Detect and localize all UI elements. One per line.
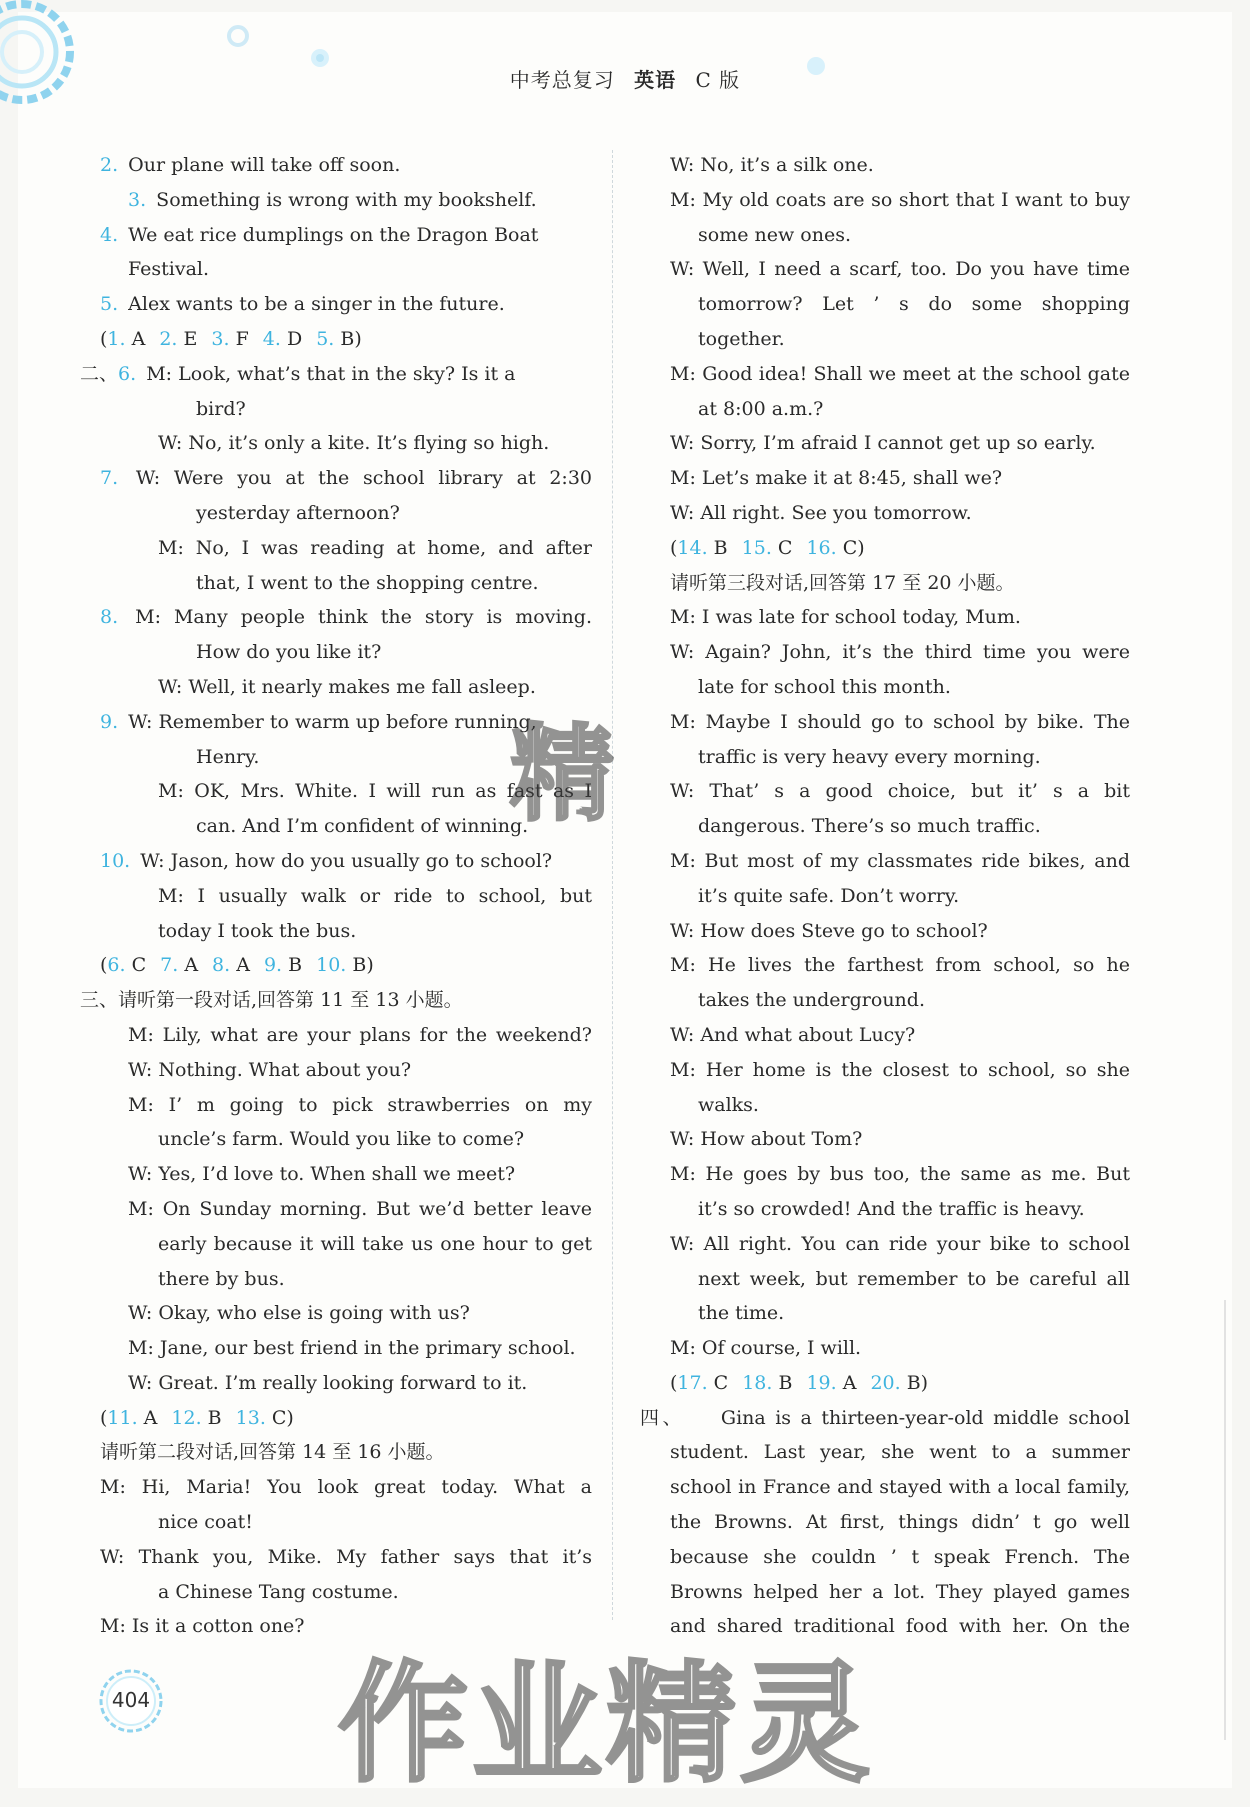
- answer-letter: B): [900, 1371, 929, 1394]
- text-line: [100, 1053, 592, 1088]
- text-line: [100, 252, 592, 287]
- line-text: student. Last year, she went to a summer: [670, 1441, 1130, 1464]
- answer-item: [806, 1372, 856, 1394]
- answer-letter: F: [229, 327, 249, 350]
- text-line: [100, 1505, 592, 1540]
- answer-item: (14. B: [670, 536, 728, 559]
- text-line: [670, 496, 1130, 531]
- line-text: M: I was late for school today, Mum.: [670, 606, 1021, 629]
- line-text: can. And I’m confident of winning.: [196, 815, 529, 838]
- page-number-badge: [94, 1664, 168, 1738]
- line-text: M: Maybe I should go to school by bike. The: [670, 710, 1130, 733]
- text-line: [100, 1157, 592, 1192]
- text-line: [100, 1470, 592, 1505]
- line-text: uncle’s farm. Would you like to come?: [158, 1128, 525, 1151]
- text-line: [100, 914, 592, 949]
- corner-decoration: [0, 0, 130, 110]
- text-line: [670, 322, 1130, 357]
- line-text: 请听第三段对话,回答第 17 至 20 小题。: [670, 571, 1015, 594]
- answer-item: (1. A: [100, 327, 146, 350]
- text-line: [100, 461, 592, 496]
- line-text: M: Lily, what are your plans for the weekend?: [128, 1023, 592, 1046]
- question-number: 3.: [211, 327, 230, 350]
- line-text: M: Look, what’s that in the sky? Is it a: [146, 362, 516, 385]
- line-text: Something is wrong with my bookshelf.: [156, 188, 537, 211]
- text-line: [100, 635, 592, 670]
- line-text: takes the underground.: [698, 989, 925, 1012]
- answer-item: [742, 537, 793, 559]
- page-number: 404: [111, 1688, 151, 1712]
- line-text: W: That’ s a good choice, but it’ s a bit: [670, 780, 1130, 803]
- text-line: [670, 635, 1130, 670]
- answer-item: (17. C: [670, 1371, 729, 1394]
- text-line: [100, 218, 592, 253]
- line-text: W: Jason, how do you usually go to school?: [140, 849, 553, 872]
- text-line: [670, 1540, 1130, 1575]
- line-text: at 8:00 a.m.?: [698, 397, 824, 420]
- text-line: [670, 1227, 1130, 1262]
- text-line: [670, 1331, 1130, 1366]
- answer-letter: A: [137, 1406, 158, 1429]
- line-text: M: Is it a cotton one?: [100, 1615, 305, 1638]
- book-title: 中考总复习: [509, 68, 615, 92]
- answer-item: [870, 1372, 928, 1394]
- answer-item: [212, 954, 250, 976]
- line-text: M: He goes by bus too, the same as me. But: [670, 1163, 1130, 1186]
- text-line: [100, 1575, 592, 1610]
- watermark-bottom: 作业精灵: [338, 1648, 875, 1800]
- question-number: 1.: [107, 327, 126, 350]
- line-text: W: No, it’s only a kite. It’s flying so high.: [158, 432, 550, 455]
- text-line: [670, 740, 1130, 775]
- line-text: the time.: [698, 1302, 785, 1325]
- right-column: [640, 148, 1130, 1644]
- text-line: [100, 1331, 592, 1366]
- line-text: M: Good idea! Shall we meet at the school gate: [670, 362, 1130, 385]
- answer-letter: C): [265, 1406, 294, 1429]
- text-line: [100, 948, 592, 983]
- text-line: [100, 879, 592, 914]
- line-text: W: Well, I need a scarf, too. Do you have time: [670, 258, 1130, 281]
- line-text: 请听第一段对话,回答第 11 至 13 小题。: [118, 989, 463, 1012]
- section-marker: 四、: [640, 1406, 685, 1429]
- answer-item: [316, 328, 362, 350]
- line-text: M: I usually walk or ride to school, but: [158, 884, 592, 907]
- line-text: W: Were you at the school library at 2:30: [135, 467, 593, 490]
- question-number: 5.: [316, 327, 335, 350]
- question-number: 6.: [118, 362, 143, 385]
- text-line: [100, 1122, 592, 1157]
- text-line: [670, 1122, 1130, 1157]
- text-line: [100, 496, 592, 531]
- line-text: W: Thank you, Mike. My father says that it’s: [100, 1545, 592, 1568]
- answer-letter: B: [201, 1406, 222, 1429]
- line-text: W: Sorry, I’m afraid I cannot get up so early.: [670, 432, 1096, 455]
- line-text: M: But most of my classmates ride bikes, and: [670, 849, 1130, 872]
- text-line: [670, 183, 1130, 218]
- question-number: 13.: [235, 1406, 266, 1429]
- line-text: and shared traditional food with her. On the: [670, 1615, 1130, 1638]
- text-line: [100, 1262, 592, 1297]
- subject-label: 英语: [634, 68, 677, 92]
- line-text: M: No, I was reading at home, and after: [158, 536, 592, 559]
- line-text: it’s so crowded! And the traffic is heavy.: [698, 1197, 1085, 1220]
- section-marker: 三、: [80, 989, 119, 1012]
- text-line: [100, 148, 592, 183]
- text-line: [100, 1366, 592, 1401]
- question-number: 14.: [677, 536, 708, 559]
- text-line: [100, 1296, 592, 1331]
- text-line: [100, 1540, 592, 1575]
- answer-letter: B): [334, 327, 362, 350]
- text-line: [100, 1192, 592, 1227]
- line-text: Browns helped her a lot. They played games: [670, 1580, 1130, 1603]
- line-text: bird?: [196, 397, 246, 420]
- question-number: 15.: [741, 536, 772, 559]
- line-text: M: Many people think the story is moving.: [135, 606, 592, 629]
- line-text: Gina is a thirteen-year-old middle school: [720, 1406, 1130, 1429]
- text-line: [670, 879, 1130, 914]
- question-number: 10.: [100, 849, 137, 872]
- line-text: M: Of course, I will.: [670, 1337, 862, 1360]
- answer-letter: B): [346, 954, 374, 977]
- answer-item: [211, 328, 248, 350]
- text-line: [670, 844, 1130, 879]
- line-text: next week, but remember to be careful all: [698, 1267, 1130, 1290]
- text-line: [670, 1157, 1130, 1192]
- text-line: [640, 1401, 1130, 1436]
- text-line: [100, 392, 592, 427]
- line-text: together.: [698, 327, 785, 350]
- text-line: [670, 148, 1130, 183]
- answer-letter: B: [707, 536, 728, 559]
- answer-item: [264, 954, 302, 976]
- text-line: [100, 1227, 592, 1262]
- line-text: Our plane will take off soon.: [128, 154, 401, 176]
- answer-item: [159, 328, 197, 350]
- line-text: W: Great. I’m really looking forward to it.: [128, 1371, 528, 1394]
- line-text: that, I went to the shopping centre.: [196, 571, 539, 594]
- text-line: [670, 252, 1130, 287]
- line-text: W: And what about Lucy?: [670, 1023, 916, 1046]
- answer-item: [316, 954, 374, 976]
- line-text: M: I’ m going to pick strawberries on my: [128, 1093, 592, 1116]
- text-line: [100, 600, 592, 635]
- question-number: 2.: [100, 154, 125, 176]
- text-line: [100, 1401, 592, 1436]
- left-column: [80, 148, 593, 1644]
- column-divider: [612, 150, 613, 1620]
- question-number: 7.: [100, 467, 132, 490]
- page-header: [0, 64, 1250, 93]
- line-text: M: My old coats are so short that I want to buy: [670, 188, 1130, 211]
- text-line: [670, 1505, 1130, 1540]
- text-line: [100, 426, 592, 461]
- text-line: [670, 426, 1130, 461]
- text-line: [100, 1018, 592, 1053]
- line-text: W: How does Steve go to school?: [670, 919, 988, 942]
- answer-item: [171, 1407, 221, 1429]
- text-line: [670, 1053, 1130, 1088]
- text-line: [670, 1088, 1130, 1123]
- question-number: 6.: [107, 954, 126, 977]
- answer-item: [742, 1372, 792, 1394]
- question-number: 19.: [806, 1371, 837, 1394]
- text-line: [80, 357, 592, 392]
- text-line: [100, 1088, 592, 1123]
- answer-item: [806, 537, 864, 559]
- answer-item: [236, 1407, 294, 1429]
- line-text: Henry.: [196, 745, 260, 768]
- text-line: [670, 392, 1130, 427]
- answer-letter: A: [230, 954, 250, 977]
- line-text: W: Again? John, it’s the third time you were: [670, 641, 1130, 664]
- text-line: [670, 914, 1130, 949]
- line-text: traffic is very heavy every morning.: [698, 745, 1041, 768]
- edition-label: C 版: [695, 68, 741, 92]
- text-line: [670, 983, 1130, 1018]
- page-edge-line: [1224, 1300, 1226, 1740]
- line-text: M: Hi, Maria! You look great today. What a: [100, 1476, 592, 1499]
- answer-letter: C): [836, 536, 865, 559]
- text-line: [670, 531, 1130, 566]
- question-number: 20.: [870, 1371, 901, 1394]
- text-line: [670, 774, 1130, 809]
- question-number: 3.: [128, 188, 153, 211]
- answer-letter: B: [282, 954, 303, 977]
- line-text: We eat rice dumplings on the Dragon Boat: [128, 223, 539, 246]
- question-number: 18.: [742, 1371, 773, 1394]
- text-line: [100, 844, 592, 879]
- text-line: [100, 322, 592, 357]
- text-line: [670, 705, 1130, 740]
- line-text: W: Okay, who else is going with us?: [128, 1302, 470, 1325]
- question-number: 16.: [806, 536, 837, 559]
- answer-letter: A: [178, 954, 199, 977]
- question-number: 8.: [212, 954, 231, 977]
- question-number: 7.: [160, 954, 179, 977]
- text-line: [670, 1575, 1130, 1610]
- line-text: early because it will take us one hour to get: [158, 1232, 592, 1255]
- question-number: 11.: [107, 1406, 138, 1429]
- text-line: [670, 287, 1130, 322]
- line-text: M: Her home is the closest to school, so she: [670, 1058, 1130, 1081]
- bubble-decoration: [190, 18, 330, 68]
- line-text: M: Jane, our best friend in the primary school.: [128, 1337, 576, 1360]
- text-line: [100, 531, 592, 566]
- text-line: [670, 1470, 1130, 1505]
- line-text: W: Remember to warm up before running,: [128, 710, 537, 733]
- text-line: [670, 600, 1130, 635]
- line-text: W: Yes, I’d love to. When shall we meet?: [128, 1163, 516, 1186]
- line-text: M: OK, Mrs. White. I will run as fast as I: [158, 780, 592, 803]
- line-text: some new ones.: [698, 223, 851, 246]
- question-number: 8.: [100, 606, 132, 629]
- line-text: Festival.: [128, 258, 210, 281]
- line-text: yesterday afternoon?: [196, 501, 400, 524]
- line-text: M: Let’s make it at 8:45, shall we?: [670, 467, 1003, 490]
- answer-item: (6. C: [100, 954, 147, 977]
- text-line: [670, 809, 1130, 844]
- text-line: [670, 1296, 1130, 1331]
- question-number: 9.: [100, 710, 125, 733]
- question-number: 12.: [171, 1406, 202, 1429]
- text-line: [670, 948, 1130, 983]
- text-line: [670, 1366, 1130, 1401]
- answer-letter: C: [771, 536, 793, 559]
- line-text: the Browns. At first, things didn’ t go well: [670, 1511, 1130, 1534]
- line-text: dangerous. There’s so much traffic.: [698, 815, 1041, 838]
- section-marker: 二、: [80, 362, 119, 385]
- answer-letter: E: [177, 327, 198, 350]
- line-text: 请听第二段对话,回答第 14 至 16 小题。: [100, 1441, 445, 1464]
- text-line: [100, 566, 592, 601]
- line-text: late for school this month.: [698, 675, 951, 698]
- answer-letter: A: [836, 1371, 857, 1394]
- answer-letter: C: [707, 1371, 729, 1394]
- text-line: [670, 218, 1130, 253]
- text-line: [670, 461, 1130, 496]
- text-line: [670, 566, 1130, 601]
- answer-letter: C: [125, 954, 147, 977]
- question-number: 4.: [100, 223, 125, 246]
- text-line: [100, 1435, 592, 1470]
- line-text: W: All right. You can ride your bike to school: [670, 1232, 1130, 1255]
- answer-item: [263, 328, 302, 350]
- text-line: [100, 287, 592, 322]
- text-line: [80, 983, 592, 1018]
- line-text: it’s quite safe. Don’t worry.: [698, 884, 960, 907]
- line-text: W: No, it’s a silk one.: [670, 154, 874, 176]
- text-line: [670, 357, 1130, 392]
- answer-item: [160, 954, 198, 976]
- question-number: 5.: [100, 293, 125, 316]
- line-text: nice coat!: [158, 1511, 253, 1534]
- question-number: 9.: [263, 954, 283, 977]
- question-number: 2.: [159, 327, 178, 350]
- text-line: [670, 1192, 1130, 1227]
- line-text: W: All right. See you tomorrow.: [670, 501, 972, 524]
- question-number: 4.: [262, 327, 281, 350]
- answer-letter: D: [280, 327, 303, 350]
- question-number: 17.: [677, 1371, 708, 1394]
- text-line: [670, 1435, 1130, 1470]
- text-line: [670, 670, 1130, 705]
- line-text: a Chinese Tang costume.: [158, 1580, 399, 1603]
- line-text: Alex wants to be a singer in the future.: [128, 293, 505, 316]
- line-text: W: Nothing. What about you?: [128, 1058, 412, 1081]
- line-text: tomorrow? Let ’ s do some shopping: [698, 293, 1130, 316]
- line-text: M: On Sunday morning. But we’d better leave: [128, 1197, 592, 1220]
- text-line: [670, 1262, 1130, 1297]
- answer-letter: B: [772, 1371, 793, 1394]
- answer-item: (11. A: [100, 1406, 158, 1429]
- line-text: today I took the bus.: [158, 919, 357, 942]
- text-line: [100, 183, 592, 218]
- question-number: 10.: [316, 954, 347, 977]
- line-text: W: Well, it nearly makes me fall asleep.: [158, 675, 536, 698]
- line-text: M: He lives the farthest from school, so he: [670, 954, 1130, 977]
- text-line: [670, 1018, 1130, 1053]
- answer-letter: A: [125, 327, 146, 350]
- watermark-top: 精: [510, 713, 619, 835]
- line-text: there by bus.: [158, 1267, 285, 1290]
- line-text: because she couldn ’ t speak French. The: [670, 1545, 1130, 1568]
- line-text: walks.: [698, 1093, 759, 1116]
- line-text: school in France and stayed with a local family,: [670, 1476, 1130, 1499]
- line-text: W: How about Tom?: [670, 1128, 863, 1151]
- line-text: How do you like it?: [196, 641, 382, 664]
